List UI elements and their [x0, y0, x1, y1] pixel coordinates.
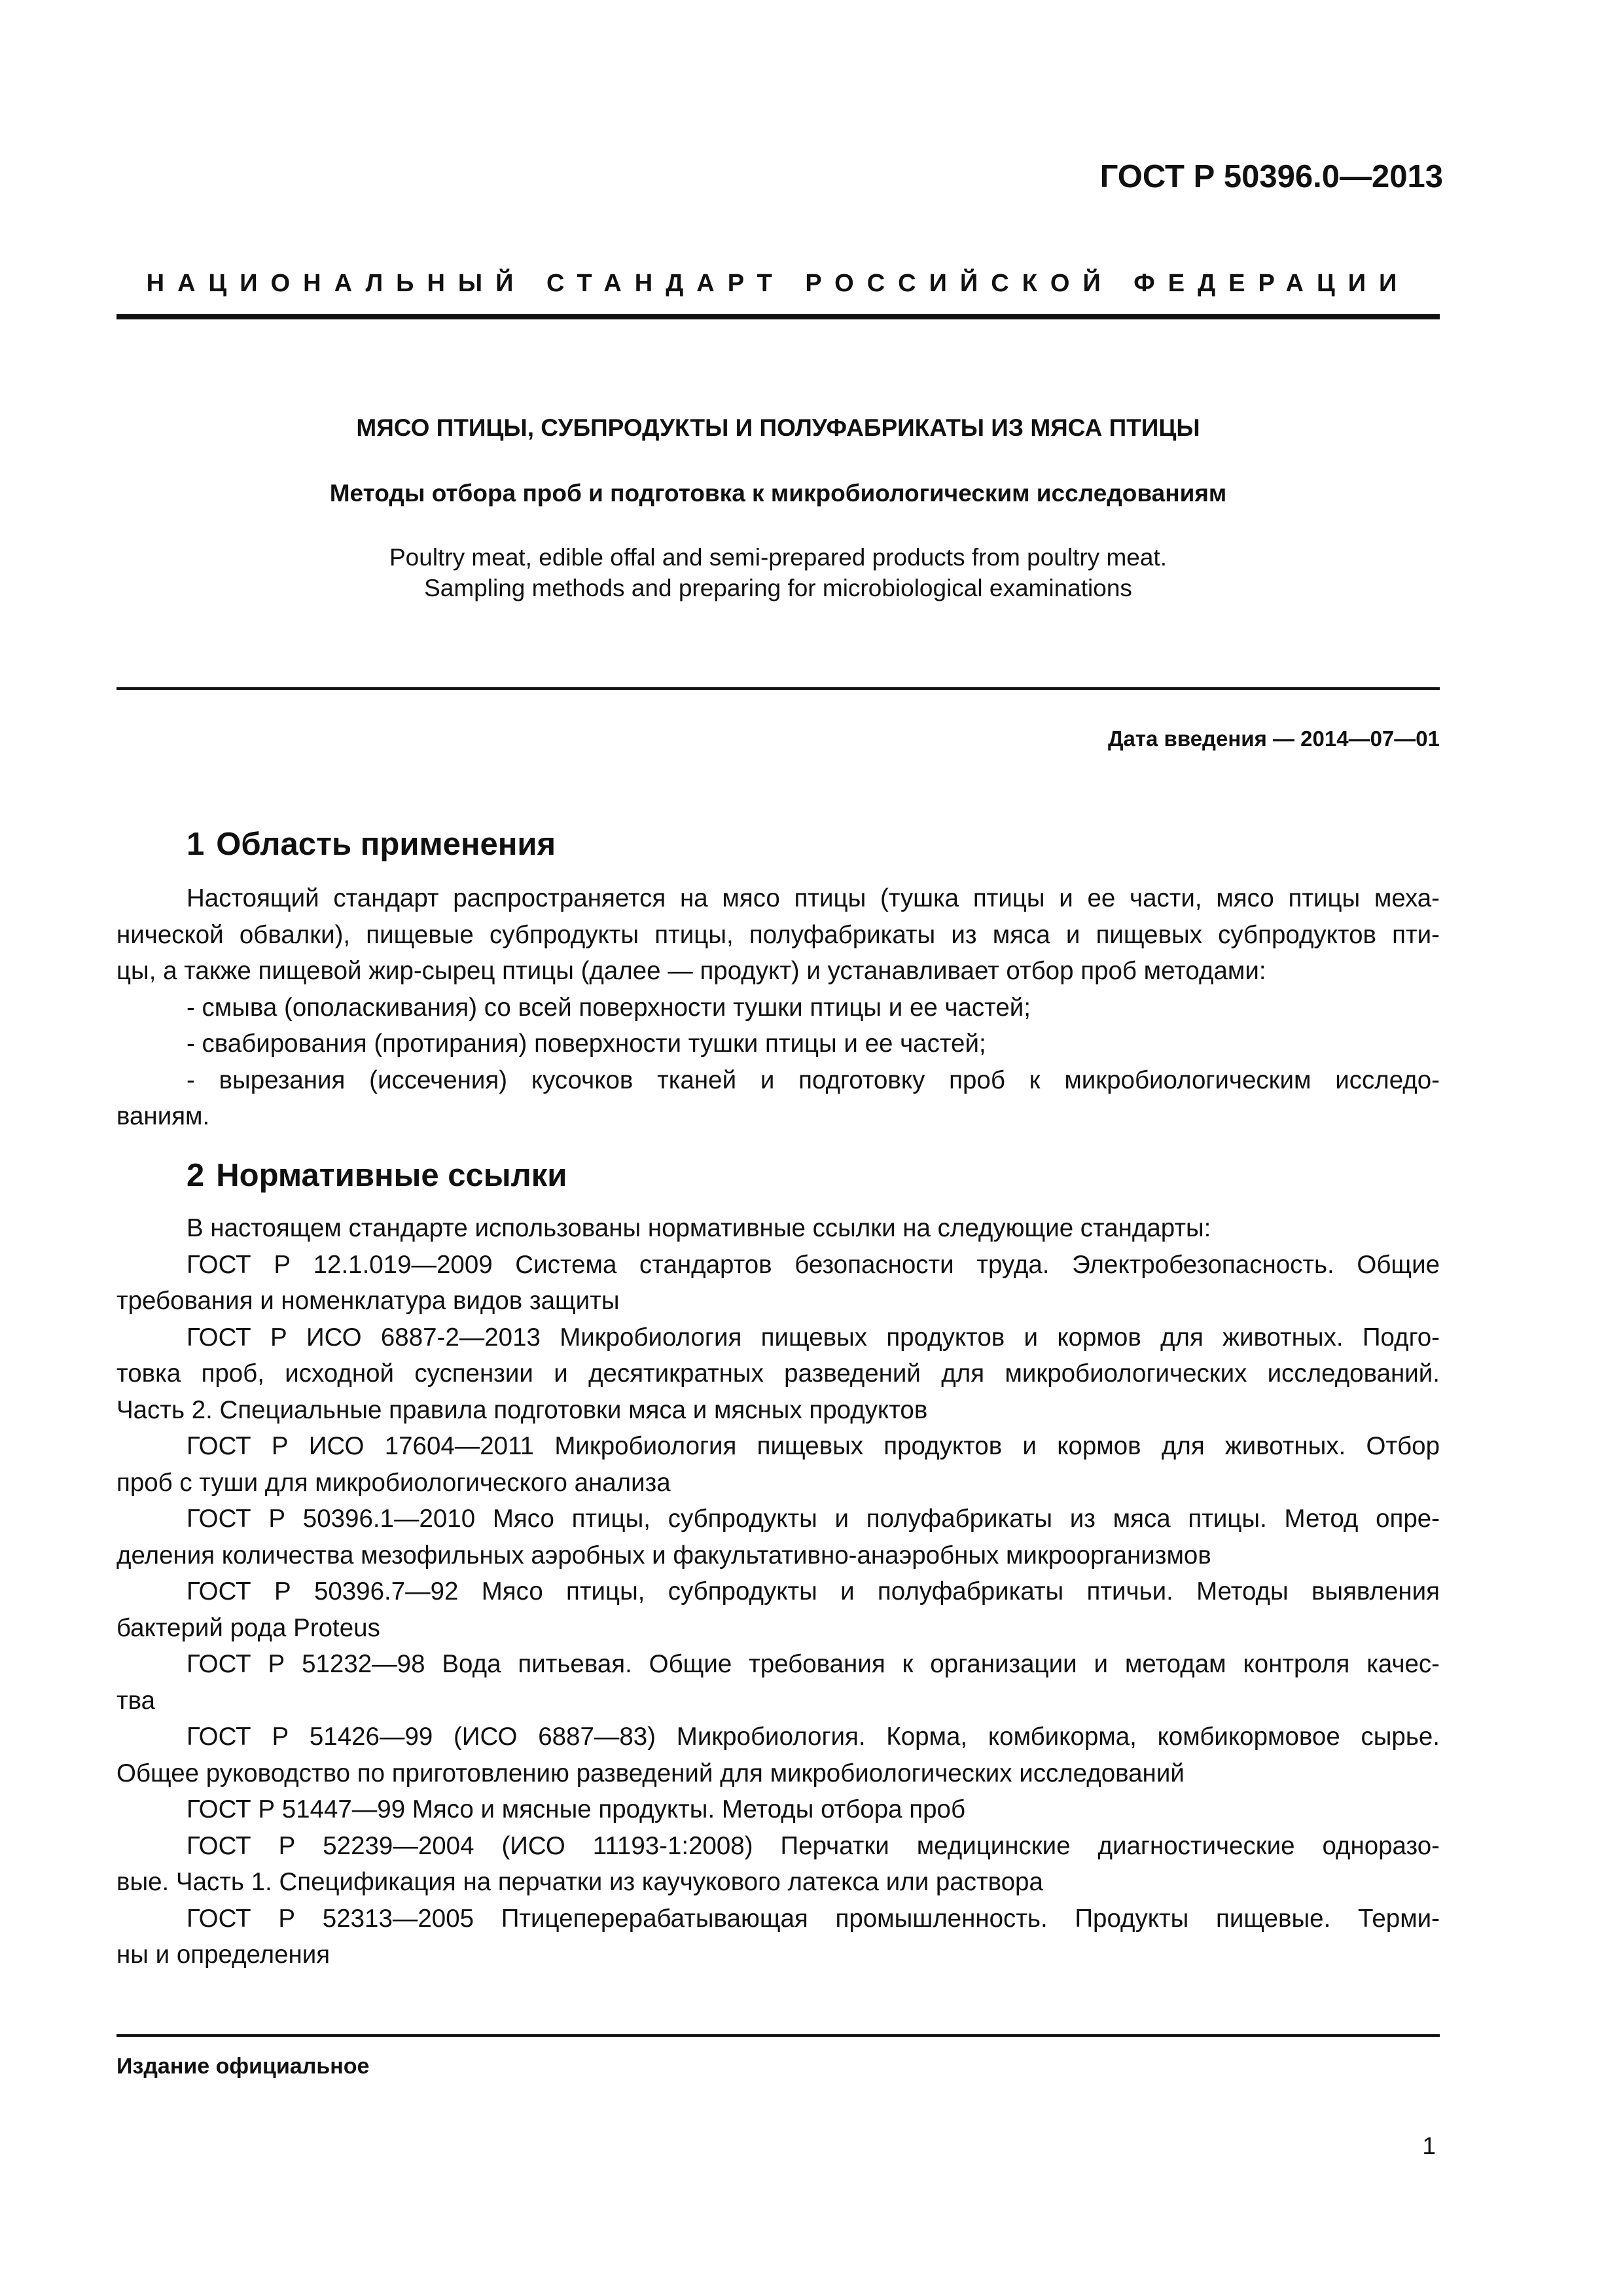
reference-line: Часть 2. Специальные правила подготовки мяса и мясных продуктов [116, 1395, 928, 1424]
paragraph-line: В настоящем стандарте использованы нормативные ссылки на следующие стандарты: [187, 1214, 1211, 1242]
section-number: 1 [187, 827, 205, 862]
section-1-heading [187, 826, 556, 863]
national-standard-banner [116, 270, 1440, 298]
reference-line: товка проб, исходной суспензии и десятикратных разведений для микробиологических исследований. [116, 1359, 1440, 1388]
reference-line: Общее руководство по приготовлению разведений для микробиологических исследований [116, 1759, 1185, 1787]
reference-line: ГОСТ Р 50396.1—2010 Мясо птицы, субпродукты и полуфабрикаты из мяса птицы. Метод опре- [187, 1505, 1440, 1533]
document-code: ГОСТ Р 50396.0—2013 [1099, 159, 1443, 194]
introduction-date: Дата введения — 2014—07—01 [1108, 726, 1440, 751]
document-title: МЯСО ПТИЦЫ, СУБПРОДУКТЫ И ПОЛУФАБРИКАТЫ ИЗ МЯСА ПТИЦЫ [356, 414, 1200, 441]
reference-line: бактерий рода Proteus [116, 1613, 380, 1642]
page-number: 1 [1422, 2132, 1436, 2159]
header-rule [116, 314, 1440, 319]
reference-line: вые. Часть 1. Спецификация на перчатки из каучукового латекса или раствора [116, 1868, 1043, 1896]
reference-line: ГОСТ Р 51232—98 Вода питьевая. Общие требования к организации и методам контроля качес- [187, 1650, 1440, 1678]
english-title-line: Sampling methods and preparing for microbiological examinations [424, 575, 1132, 601]
section-title: Нормативные ссылки [216, 1158, 567, 1193]
reference-line: ГОСТ Р 51426—99 (ИСО 6887—83) Микробиология. Корма, комбикорма, комбикормовое сырье. [187, 1723, 1440, 1751]
paragraph-line: цы, а также пищевой жир-сырец птицы (далее — продукт) и устанавливает отбор проб методами: [116, 957, 1266, 985]
reference-line: деления количества мезофильных аэробных и факультативно-анаэробных микроорганизмов [116, 1541, 1211, 1570]
english-title [116, 542, 1440, 603]
reference-line: проб с туши для микробиологического анализа [116, 1468, 671, 1497]
official-edition-label: Издание официальное [116, 2054, 370, 2079]
list-item: - смыва (ополаскивания) со всей поверхности тушки птицы и ее частей; [187, 993, 1031, 1022]
reference-line: ГОСТ Р 12.1.019—2009 Система стандартов безопасности труда. Электробезопасность. Общие [187, 1250, 1440, 1279]
footer-rule [116, 2034, 1440, 2037]
reference-line: ГОСТ Р 52313—2005 Птицеперерабатывающая промышленность. Продукты пищевые. Терми- [187, 1904, 1440, 1933]
paragraph-line: нической обвалки), пищевые субпродукты птицы, полуфабрикаты из мяса и пищевых субпродуктов пти- [116, 920, 1440, 949]
reference-line: требования и номенклатура видов защиты [116, 1287, 620, 1315]
list-item: - свабирования (протирания) поверхности тушки птицы и ее частей; [187, 1030, 986, 1058]
reference-line: ГОСТ Р 51447—99 Мясо и мясные продукты. Методы отбора проб [187, 1795, 966, 1823]
section-1-body [116, 880, 1440, 1135]
english-title-line: Poultry meat, edible offal and semi-prepared products from poultry meat. [389, 544, 1167, 571]
reference-line: тва [116, 1686, 156, 1715]
list-item: - вырезания (иссечения) кусочков тканей и подготовку проб к микробиологическим исследо- [187, 1066, 1440, 1094]
section-title: Область применения [216, 827, 556, 862]
document-subtitle: Методы отбора проб и подготовка к микробиологическим исследованиям [329, 480, 1227, 507]
title-rule [116, 687, 1440, 690]
reference-line: ГОСТ Р ИСО 6887-2—2013 Микробиология пищевых продуктов и кормов для животных. Подго- [187, 1323, 1440, 1352]
section-2-heading [187, 1157, 567, 1194]
paragraph-line: Настоящий стандарт распространяется на мясо птицы (тушка птицы и ее части, мясо птицы меха- [187, 884, 1440, 912]
section-2-body [116, 1210, 1440, 1973]
national-standard-text: НАЦИОНАЛЬНЫЙ СТАНДАРТ РОССИЙСКОЙ ФЕДЕРАЦИИ [146, 270, 1410, 297]
reference-line: ны и определения [116, 1941, 330, 1969]
paragraph-line: ваниям. [116, 1102, 210, 1130]
reference-line: ГОСТ Р 52239—2004 (ИСО 11193-1:2008) Перчатки медицинские диагностические одноразо- [187, 1831, 1440, 1860]
section-number: 2 [187, 1158, 205, 1193]
reference-line: ГОСТ Р 50396.7—92 Мясо птицы, субпродукты и полуфабрикаты птичьи. Методы выявления [187, 1577, 1440, 1605]
reference-line: ГОСТ Р ИСО 17604—2011 Микробиология пищевых продуктов и кормов для животных. Отбор [187, 1432, 1440, 1460]
